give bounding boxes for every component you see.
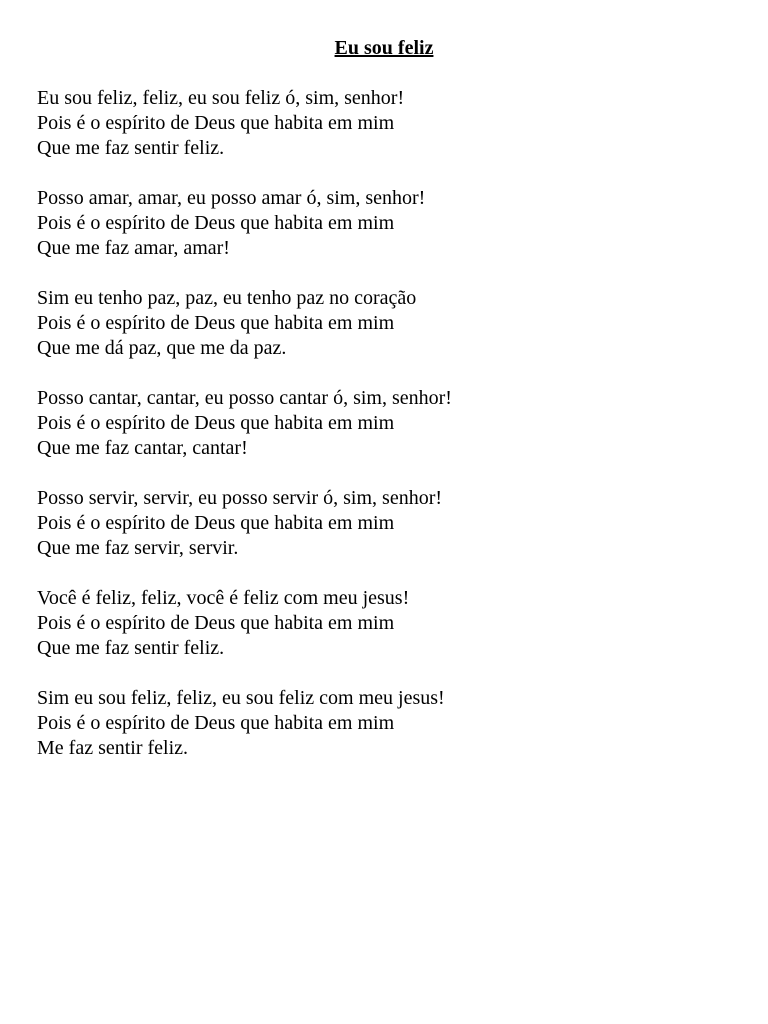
lyric-line: Que me faz cantar, cantar! (37, 437, 248, 459)
lyric-line: Pois é o espírito de Deus que habita em mim (37, 512, 395, 534)
lyric-line: Sim eu sou feliz, feliz, eu sou feliz com meu jesus! (37, 687, 445, 709)
lyric-line: Que me faz sentir feliz. (37, 137, 225, 159)
lyric-line: Que me dá paz, que me da paz. (37, 337, 287, 359)
lyric-line: Sim eu tenho paz, paz, eu tenho paz no coração (37, 287, 417, 309)
lyric-line: Posso servir, servir, eu posso servir ó, sim, senhor! (37, 487, 443, 509)
lyric-line: Pois é o espírito de Deus que habita em mim (37, 612, 395, 634)
lyric-line: Que me faz sentir feliz. (37, 637, 225, 659)
lyrics-body (37, 86, 737, 786)
lyric-line: Pois é o espírito de Deus que habita em mim (37, 312, 395, 334)
stanza (37, 386, 737, 461)
lyric-line: Que me faz servir, servir. (37, 537, 239, 559)
stanza (37, 186, 737, 261)
lyric-line: Você é feliz, feliz, você é feliz com meu jesus! (37, 587, 410, 609)
lyric-line: Pois é o espírito de Deus que habita em mim (37, 412, 395, 434)
lyric-line: Que me faz amar, amar! (37, 237, 230, 259)
stanza (37, 686, 737, 761)
stanza (37, 486, 737, 561)
lyric-line: Pois é o espírito de Deus que habita em mim (37, 112, 395, 134)
document-title: Eu sou feliz (334, 37, 434, 59)
stanza (37, 86, 737, 161)
lyric-line: Posso amar, amar, eu posso amar ó, sim, senhor! (37, 187, 426, 209)
lyric-line: Posso cantar, cantar, eu posso cantar ó, sim, senhor! (37, 387, 452, 409)
stanza (37, 286, 737, 361)
lyric-line: Pois é o espírito de Deus que habita em mim (37, 212, 395, 234)
lyric-line: Eu sou feliz, feliz, eu sou feliz ó, sim, senhor! (37, 87, 405, 109)
lyric-line: Pois é o espírito de Deus que habita em mim (37, 712, 395, 734)
lyric-line: Me faz sentir feliz. (37, 737, 189, 759)
stanza (37, 586, 737, 661)
